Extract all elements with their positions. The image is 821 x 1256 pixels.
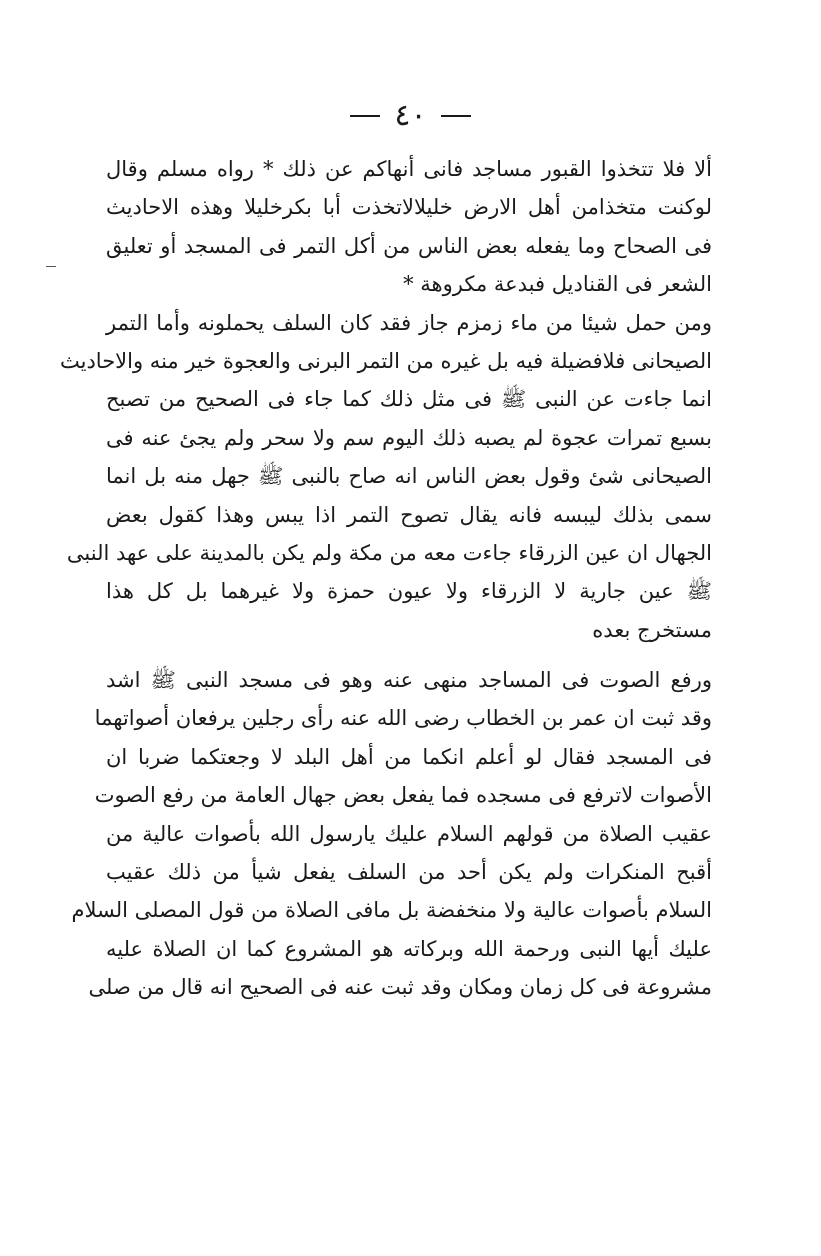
text-line: الجهال ان عين الزرقاء جاءت معه من مكة ولم يكن بالمدينة على عهد النبى (66, 540, 712, 565)
text-line: فى المسجد فقال لو أعلم انكما من أهل البلد لا وجعتكما ضربا ان (106, 744, 712, 769)
page-number-dash-left (350, 115, 380, 117)
text-line: وقد ثبت ان عمر بن الخطاب رضى الله عنه رأى رجلين يرفعان أصواتهما (94, 706, 712, 731)
text-line: سمى بذلك ليبسه فانه يقال تصوح التمر اذا يبس وهذا كقول بعض (106, 502, 712, 527)
text-line: السلام بأصوات عالية ولا منخفضة بل مافى الصلاة من قول المصلى السلام (71, 898, 712, 923)
text-line: لوكنت متخذامن أهل الارض خليلالاتخذت أبا بكرخليلا وهذه الاحاديث (106, 195, 712, 220)
text-line: أقبح المنكرات ولم يكن أحد من السلف يفعل شيأ من ذلك عقيب (106, 860, 712, 885)
text-line: عليك أيها النبى ورحمة الله وبركاته هو المشروع كما ان الصلاة عليه (106, 936, 712, 961)
text-line: مشروعة فى كل زمان ومكان وقد ثبت عنه فى الصحيح انه قال من صلى (88, 975, 712, 1000)
text-line: ورفع الصوت فى المساجد منهى عنه وهو فى مسجد النبى ﷺ اشد (106, 668, 712, 693)
text-line: الشعر فى القناديل فبدعة مكروهة * (403, 272, 712, 297)
text-line: الصيحانى فلافضيلة فيه بل غيره من التمر البرنى والعجوة خير منه والاحاديث (59, 348, 712, 373)
text-line: فى الصحاح وما يفعله بعض الناس من أكل التمر فى المسجد أو تعليق (106, 233, 712, 258)
text-line: بسبع تمرات عجوة لم يصبه ذلك اليوم سم ولا سحر ولم يجئ عنه فى (106, 425, 712, 450)
page-number (0, 96, 821, 136)
text-line: الأصوات لاترفع فى مسجده فما يفعل بعض جهال العامة من رفع الصوت (94, 783, 712, 808)
text-line: ألا فلا تتخذوا القبور مساجد فانى أنهاكم عن ذلك * رواه مسلم وقال (106, 157, 712, 181)
margin-mark (46, 266, 56, 267)
text-line: مستخرج بعده (592, 617, 712, 642)
body-text (59, 150, 712, 1007)
text-line: ومن حمل شيئا من ماء زمزم جاز فقد كان السلف يحملونه وأما التمر (106, 310, 712, 335)
text-line: الصيحانى شئ وقول بعض الناس انه صاح بالنبى ﷺ جهل منه بل انما (106, 464, 712, 489)
page-number-text: ٤٠ (394, 98, 427, 133)
page-number-dash-right (441, 115, 471, 117)
text-line: عقيب الصلاة من قولهم السلام عليك يارسول الله بأصوات عالية من (106, 821, 712, 846)
text-line: ﷺ عين جارية لا الزرقاء ولا عيون حمزة ولا غيرهما بل كل هذا (106, 579, 712, 604)
text-line: انما جاءت عن النبى ﷺ فى مثل ذلك كما جاء فى الصحيح من تصبح (106, 387, 712, 412)
